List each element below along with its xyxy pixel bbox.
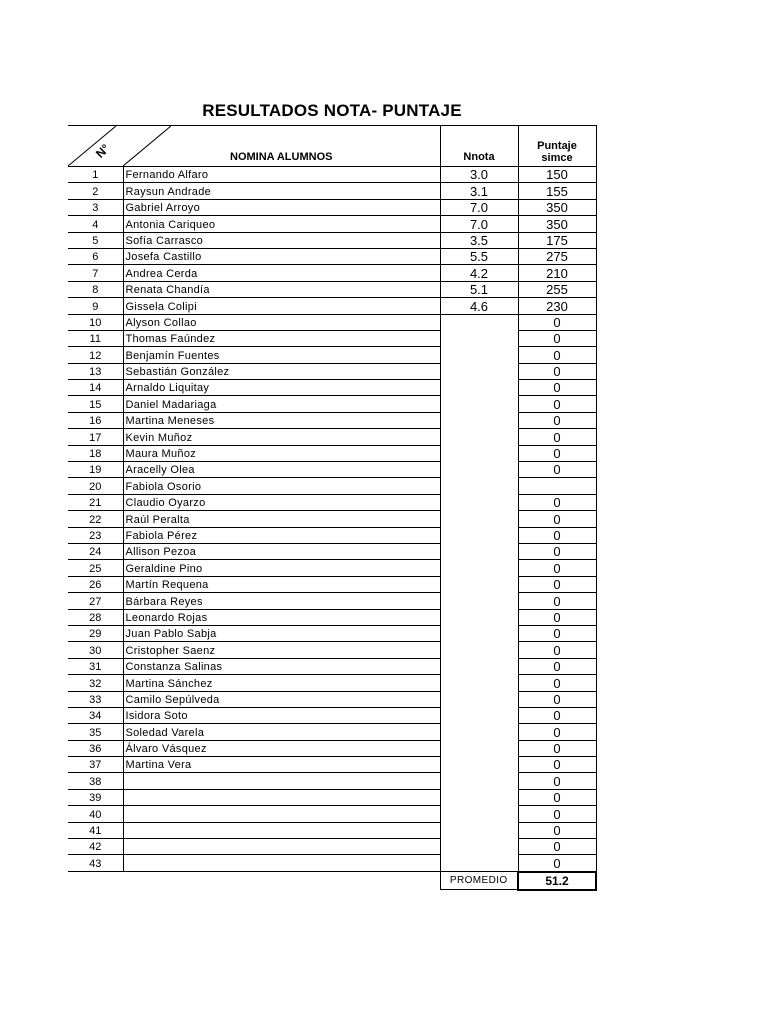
student-score: 350	[518, 199, 596, 215]
student-grade: 3.1	[440, 183, 518, 199]
student-grade	[440, 412, 518, 428]
student-score: 350	[518, 216, 596, 232]
average-value: 51.2	[518, 872, 596, 890]
student-name: Kevin Muñoz	[123, 429, 440, 445]
student-grade	[440, 330, 518, 346]
row-number: 41	[68, 822, 123, 838]
student-grade	[440, 691, 518, 707]
row-number: 35	[68, 724, 123, 740]
table-row	[68, 445, 596, 461]
student-grade: 7.0	[440, 199, 518, 215]
student-name: Constanza Salinas	[123, 658, 440, 674]
student-name: Álvaro Vásquez	[123, 740, 440, 756]
average-label: PROMEDIO	[440, 872, 518, 890]
student-name: Claudio Oyarzo	[123, 494, 440, 510]
student-grade	[440, 363, 518, 379]
header-grade-label: Nnota	[440, 126, 518, 167]
table-row	[68, 167, 596, 183]
student-grade	[440, 494, 518, 510]
student-name: Sebastián González	[123, 363, 440, 379]
row-number: 21	[68, 494, 123, 510]
student-grade	[440, 478, 518, 494]
table-row	[68, 248, 596, 264]
table-row	[68, 511, 596, 527]
student-score: 0	[518, 609, 596, 625]
row-number: 43	[68, 855, 123, 872]
student-score: 150	[518, 167, 596, 183]
student-name: Isidora Soto	[123, 707, 440, 723]
table-row	[68, 642, 596, 658]
student-name: Thomas Faúndez	[123, 330, 440, 346]
student-grade: 7.0	[440, 216, 518, 232]
student-score: 0	[518, 314, 596, 330]
table-row	[68, 724, 596, 740]
student-name: Martina Meneses	[123, 412, 440, 428]
row-number: 33	[68, 691, 123, 707]
table-row	[68, 839, 596, 855]
row-number: 2	[68, 183, 123, 199]
average-row	[68, 872, 596, 890]
table-row	[68, 478, 596, 494]
student-score: 0	[518, 560, 596, 576]
student-name: Alyson Collao	[123, 314, 440, 330]
student-name: Geraldine Pino	[123, 560, 440, 576]
student-grade	[440, 642, 518, 658]
student-grade	[440, 511, 518, 527]
student-score: 0	[518, 445, 596, 461]
student-name: Josefa Castillo	[123, 248, 440, 264]
row-number: 40	[68, 806, 123, 822]
row-number: 38	[68, 773, 123, 789]
student-score: 0	[518, 642, 596, 658]
student-name: Daniel Madariaga	[123, 396, 440, 412]
student-grade	[440, 839, 518, 855]
student-name: Allison Pezoa	[123, 543, 440, 559]
table-row	[68, 675, 596, 691]
row-number: 15	[68, 396, 123, 412]
student-name	[123, 806, 440, 822]
row-number: 29	[68, 625, 123, 641]
table-row	[68, 773, 596, 789]
student-grade	[440, 625, 518, 641]
student-name: Leonardo Rojas	[123, 609, 440, 625]
header-row	[68, 126, 596, 167]
student-grade	[440, 560, 518, 576]
results-table	[68, 125, 597, 891]
table-row	[68, 199, 596, 215]
student-name: Raúl Peralta	[123, 511, 440, 527]
student-grade	[440, 347, 518, 363]
table-row	[68, 789, 596, 805]
student-score: 0	[518, 543, 596, 559]
table-row	[68, 609, 596, 625]
student-grade	[440, 822, 518, 838]
student-grade	[440, 396, 518, 412]
student-name: Fabiola Pérez	[123, 527, 440, 543]
student-score: 0	[518, 511, 596, 527]
row-number: 27	[68, 593, 123, 609]
table-row	[68, 314, 596, 330]
student-grade: 3.0	[440, 167, 518, 183]
student-name	[123, 773, 440, 789]
student-score: 0	[518, 839, 596, 855]
table-row	[68, 822, 596, 838]
table-row	[68, 330, 596, 346]
student-score: 0	[518, 380, 596, 396]
row-number: 22	[68, 511, 123, 527]
row-number: 37	[68, 757, 123, 773]
student-grade	[440, 773, 518, 789]
student-score: 0	[518, 576, 596, 592]
student-name: Arnaldo Liquitay	[123, 380, 440, 396]
student-name: Soledad Varela	[123, 724, 440, 740]
table-row	[68, 232, 596, 248]
row-number: 24	[68, 543, 123, 559]
student-score: 230	[518, 298, 596, 314]
header-score-line1: Puntaje	[537, 140, 577, 152]
student-grade	[440, 527, 518, 543]
student-name: Bárbara Reyes	[123, 593, 440, 609]
header-diagonal-line	[68, 126, 123, 166]
table-row	[68, 462, 596, 478]
table-row	[68, 183, 596, 199]
student-grade	[440, 658, 518, 674]
table-row	[68, 396, 596, 412]
table-row	[68, 265, 596, 281]
row-number: 26	[68, 576, 123, 592]
table-row	[68, 216, 596, 232]
student-score: 0	[518, 462, 596, 478]
table-row	[68, 298, 596, 314]
student-score: 0	[518, 855, 596, 872]
table-row	[68, 625, 596, 641]
row-number: 9	[68, 298, 123, 314]
header-name-text: NOMINA ALUMNOS	[230, 151, 333, 163]
student-score: 0	[518, 724, 596, 740]
student-score: 0	[518, 773, 596, 789]
student-score: 0	[518, 593, 596, 609]
student-grade	[440, 740, 518, 756]
student-score: 0	[518, 658, 596, 674]
header-number-cell	[68, 126, 123, 167]
student-grade	[440, 855, 518, 872]
student-name: Juan Pablo Sabja	[123, 625, 440, 641]
student-grade	[440, 429, 518, 445]
student-name: Maura Muñoz	[123, 445, 440, 461]
student-name	[123, 839, 440, 855]
student-score: 0	[518, 625, 596, 641]
student-name: Raysun Andrade	[123, 183, 440, 199]
student-score: 255	[518, 281, 596, 297]
student-score: 155	[518, 183, 596, 199]
student-grade	[440, 543, 518, 559]
row-number: 17	[68, 429, 123, 445]
row-number: 13	[68, 363, 123, 379]
student-score: 0	[518, 822, 596, 838]
student-grade: 5.5	[440, 248, 518, 264]
table-row	[68, 281, 596, 297]
student-name	[123, 822, 440, 838]
student-name: Fernando Alfaro	[123, 167, 440, 183]
student-name: Fabiola Osorio	[123, 478, 440, 494]
student-score: 0	[518, 429, 596, 445]
student-score: 0	[518, 494, 596, 510]
row-number: 34	[68, 707, 123, 723]
student-grade: 4.2	[440, 265, 518, 281]
header-name-label	[123, 126, 440, 167]
student-grade: 4.6	[440, 298, 518, 314]
table-row	[68, 740, 596, 756]
table-row	[68, 576, 596, 592]
student-name: Martina Sánchez	[123, 675, 440, 691]
student-score: 275	[518, 248, 596, 264]
student-score: 0	[518, 675, 596, 691]
row-number: 1	[68, 167, 123, 183]
student-name: Camilo Sepúlveda	[123, 691, 440, 707]
student-grade	[440, 675, 518, 691]
table-row	[68, 707, 596, 723]
row-number: 28	[68, 609, 123, 625]
table-row	[68, 380, 596, 396]
row-number: 14	[68, 380, 123, 396]
table-row	[68, 494, 596, 510]
row-number: 6	[68, 248, 123, 264]
student-score: 0	[518, 806, 596, 822]
student-score: 0	[518, 740, 596, 756]
header-number-label: N°	[93, 141, 113, 161]
student-grade	[440, 609, 518, 625]
student-name: Renata Chandía	[123, 281, 440, 297]
row-number: 36	[68, 740, 123, 756]
table-row	[68, 527, 596, 543]
table-row	[68, 757, 596, 773]
table-row	[68, 363, 596, 379]
student-score: 0	[518, 527, 596, 543]
student-grade	[440, 576, 518, 592]
row-number: 16	[68, 412, 123, 428]
spacer-cell	[123, 872, 440, 890]
student-grade	[440, 462, 518, 478]
student-name	[123, 789, 440, 805]
student-score: 0	[518, 707, 596, 723]
header-diagonal-line	[123, 126, 440, 166]
student-score: 0	[518, 363, 596, 379]
student-score: 0	[518, 396, 596, 412]
row-number: 42	[68, 839, 123, 855]
student-name: Antonia Cariqueo	[123, 216, 440, 232]
student-grade	[440, 314, 518, 330]
student-name: Andrea Cerda	[123, 265, 440, 281]
table-row	[68, 347, 596, 363]
row-number: 19	[68, 462, 123, 478]
row-number: 32	[68, 675, 123, 691]
student-grade: 3.5	[440, 232, 518, 248]
student-name: Gabriel Arroyo	[123, 199, 440, 215]
student-name: Gissela Colipi	[123, 298, 440, 314]
student-grade: 5.1	[440, 281, 518, 297]
student-grade	[440, 380, 518, 396]
student-score: 0	[518, 789, 596, 805]
table-row	[68, 412, 596, 428]
row-number: 8	[68, 281, 123, 297]
student-score	[518, 478, 596, 494]
row-number: 31	[68, 658, 123, 674]
table-row	[68, 429, 596, 445]
row-number: 3	[68, 199, 123, 215]
student-name: Benjamín Fuentes	[123, 347, 440, 363]
student-grade	[440, 789, 518, 805]
student-name	[123, 855, 440, 872]
student-score: 210	[518, 265, 596, 281]
student-name: Sofía Carrasco	[123, 232, 440, 248]
student-name: Aracelly Olea	[123, 462, 440, 478]
row-number: 23	[68, 527, 123, 543]
row-number: 30	[68, 642, 123, 658]
student-name: Martín Requena	[123, 576, 440, 592]
row-number: 39	[68, 789, 123, 805]
row-number: 4	[68, 216, 123, 232]
student-grade	[440, 593, 518, 609]
table-row	[68, 560, 596, 576]
row-number: 25	[68, 560, 123, 576]
table-row	[68, 691, 596, 707]
row-number: 7	[68, 265, 123, 281]
table-row	[68, 806, 596, 822]
student-score: 0	[518, 347, 596, 363]
student-grade	[440, 724, 518, 740]
page-title: RESULTADOS NOTA- PUNTAJE	[202, 101, 462, 120]
row-number: 10	[68, 314, 123, 330]
spacer-cell	[68, 872, 123, 890]
header-score-label	[518, 126, 596, 167]
row-number: 11	[68, 330, 123, 346]
table-row	[68, 543, 596, 559]
student-grade	[440, 757, 518, 773]
student-grade	[440, 445, 518, 461]
header-score-line2: simce	[541, 152, 573, 164]
row-number: 5	[68, 232, 123, 248]
student-score: 0	[518, 330, 596, 346]
student-grade	[440, 806, 518, 822]
table-row	[68, 593, 596, 609]
student-name: Cristopher Saenz	[123, 642, 440, 658]
student-score: 0	[518, 412, 596, 428]
student-grade	[440, 707, 518, 723]
row-number: 18	[68, 445, 123, 461]
student-score: 0	[518, 691, 596, 707]
row-number: 20	[68, 478, 123, 494]
table-row	[68, 658, 596, 674]
table-row	[68, 855, 596, 872]
student-score: 0	[518, 757, 596, 773]
student-name: Martina Vera	[123, 757, 440, 773]
student-score: 175	[518, 232, 596, 248]
row-number: 12	[68, 347, 123, 363]
